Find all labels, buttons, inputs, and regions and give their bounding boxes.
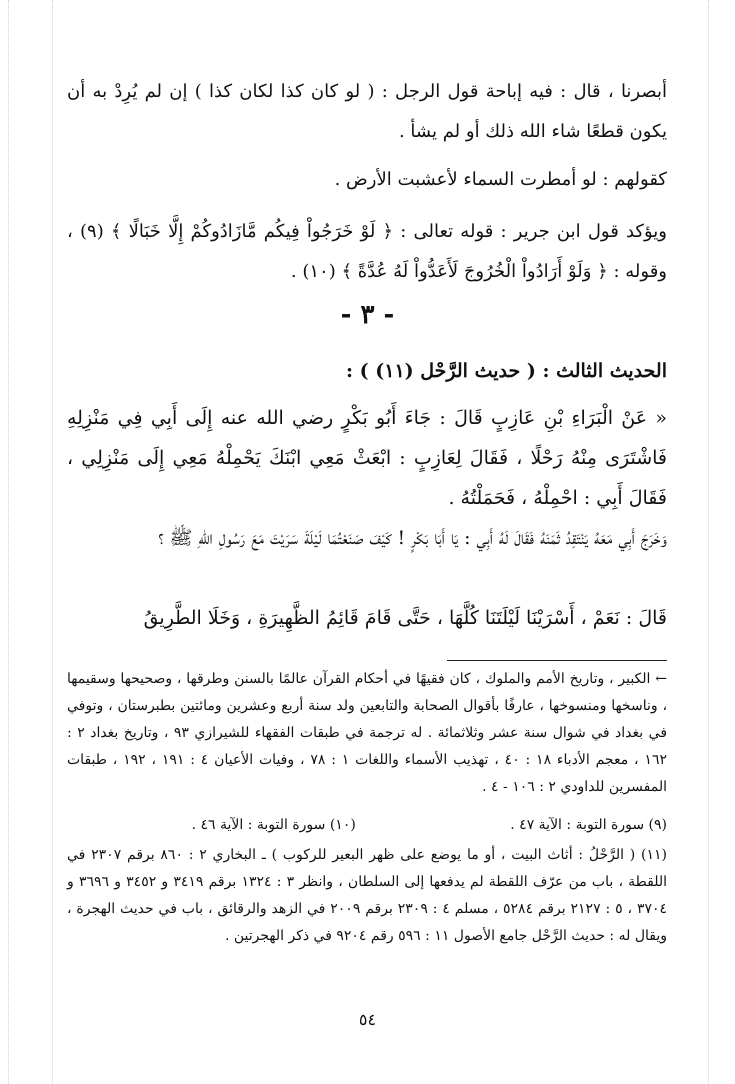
hadith-heading: الحديث الثالث : ( حديث الرَّحْل (١١) ) : xyxy=(346,360,667,382)
hadith-paragraph-1: « عَنْ الْبَرَاءِ بْنِ عَازِبٍ قَالَ : جَاءَ أَبُو بَكْرٍ رضي الله عنه إِلَى أَبِي فِي مَنْزِلِهِ فَاشْتَرَى مِنْهُ رَحْلًا ، فَقَالَ لِعَازِبٍ : ابْعَثْ مَعِي ابْنَكَ يَحْمِلْهُ مَعِي إِلَى مَنْزِلِي ، فَقَالَ أَبِي : احْمِلْهُ ، فَحَمَلْتُهُ . xyxy=(67,407,667,509)
scan-edge-line xyxy=(708,0,709,1084)
page-number: ٥٤ xyxy=(358,1010,377,1029)
footnote-9: (٩) سورة التوبة : الآية ٤٧ . xyxy=(510,817,667,833)
paragraph-intro: أبصرنا ، قال : فيه إباحة قول الرجل : ( لو كان كذا لكان كذا ) إن لم يُرِدْ به أن يكون قطعًا شاء الله ذلك أو لم يشأ . xyxy=(67,81,667,142)
hadith-paragraph-3: قَالَ : نَعَمْ ، أَسْرَيْنَا لَيْلَتَنَا كُلَّهَا ، حَتَّى قَامَ قَائِمُ الظَّهِيرَةِ ، وَخَلَا الطَّرِيقُ xyxy=(143,607,667,629)
paragraph-example: كقولهم : لو أمطرت السماء لأعشبت الأرض . xyxy=(334,169,667,190)
footnote-10: (١٠) سورة التوبة : الآية ٤٦ . xyxy=(191,817,356,833)
section-number: - ٣ - xyxy=(340,300,395,330)
footnote-continuation: ← الكبير ، وتاريخ الأمم والملوك ، كان فقيهًا في أحكام القرآن عالمًا بالسنن وطرقها ، وصحيحها وسقيمها ، وناسخها ومنسوخها ، عارفًا بأقوال الصحابة والتابعين ولد سنة أربع وعشرين ومائتين بطبرستان ، وتوفي في بغداد في شوال سنة عشر وثلاثمائة . له ترجمة في طبقات الفقهاء للشيرازي ٩٣ ، وتاريخ بغداد ٢ : ١٦٢ ، معجم الأدباء ١٨ : ٤٠ ، تهذيب الأسماء واللغات ١ : ٧٨ ، وفيات الأعيان ٤ : ١٩١ ، ١٩٢ ، طبقات المفسرين للداودي ٢ : ١٠٦ - ٤ . xyxy=(67,671,668,795)
footnote-11: (١١) ( الرَّحْلُ : أثاث البيت ، أو ما يوضع على ظهر البعير للركوب ) ـ البخاري ٢ : ٨٦٠ برقم ٢٣٠٧ في اللقطة ، باب من عرّف اللقطة لم يدفعها إلى السلطان ، وانظر ٣ : ١٣٢٤ برقم ٣٤١٩ و ٣٤٥٢ و ٣٦٩٦ و ٣٧٠٤ ، ٥ : ٢١٢٧ برقم ٥٢٨٤ ، مسلم ٤ : ٢٣٠٩ برقم ٢٠٠٩ في الزهد والرقائق ، باب في حديث الهجرة ، ويقال له : حديث الرَّحْل جامع الأصول ١١ : ٥٩٦ رقم ٩٢٠٤ في ذكر الهجرتين . xyxy=(67,847,668,944)
paragraph-quran-evidence: ويؤكد قول ابن جرير : قوله تعالى : ﴿ لَوْ خَرَجُواْ فِيكُم مَّازَادُوكُمْ إِلَّا خَبَالًا ﴾ (٩) ، وقوله : ﴿ وَلَوْ أَرَادُواْ الْخُرُوجَ لَأَعَدُّواْ لَهُ عُدَّةً ﴾ (١٠) . xyxy=(67,221,667,282)
scan-edge-line xyxy=(52,0,53,1084)
footnote-separator xyxy=(447,660,667,661)
scan-edge-line xyxy=(8,0,9,1084)
hadith-paragraph-2: وَخَرَجَ أَبِي مَعَهُ يَنْتَقِدُ ثَمَنَهُ فَقَالَ لَهُ أَبِي : يَا أَبَا بَكْرٍ ! كَيْفَ صَنَعْتُمَا لَيْلَةَ سَرَيْتَ مَعَ رَسُولِ اللهِ ﷺ ؟ xyxy=(158,527,667,549)
footnotes-9-10 xyxy=(67,812,667,838)
